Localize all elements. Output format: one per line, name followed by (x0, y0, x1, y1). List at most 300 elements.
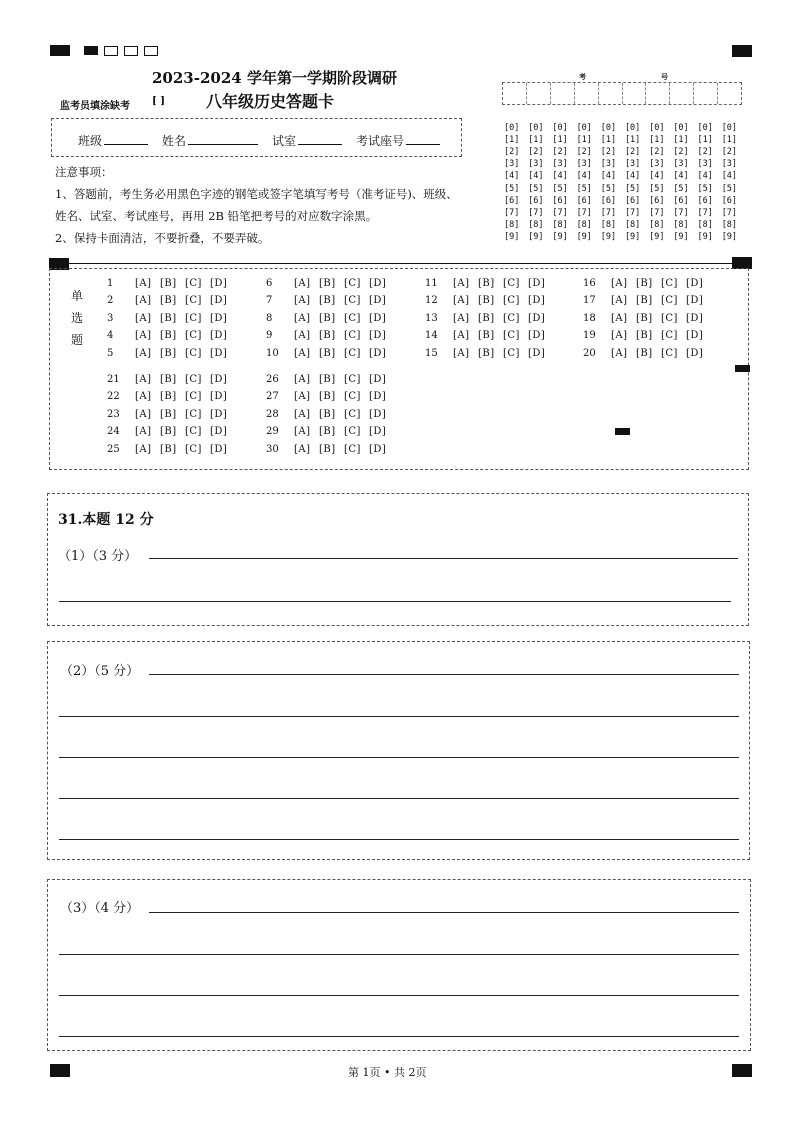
digit-bubble[interactable]: [7] (697, 207, 713, 218)
digit-bubble[interactable]: [5] (649, 183, 665, 194)
option-bubble[interactable]: [B] (319, 295, 336, 307)
digit-bubble[interactable]: [0] (624, 123, 641, 133)
question-number: 12 (425, 295, 438, 307)
name-field[interactable] (188, 132, 258, 145)
digit-bubble[interactable]: [2] (649, 147, 665, 158)
digit-bubble[interactable]: [1] (624, 135, 641, 146)
digit-bubble[interactable]: [4] (624, 171, 641, 182)
option-bubble[interactable]: [C] (185, 347, 202, 359)
mcq-item (583, 278, 711, 289)
option-bubble[interactable]: [D] (369, 374, 387, 385)
digit-bubble[interactable]: [7] (552, 207, 568, 218)
section-label-char: 选 (70, 311, 83, 325)
digit-bubble[interactable]: [8] (528, 219, 544, 230)
option-bubble[interactable]: [A] (135, 391, 152, 403)
answer-line[interactable] (149, 558, 738, 559)
absent-label: 监考员填涂缺考 (60, 101, 130, 112)
option-bubble[interactable]: [D] (369, 391, 387, 403)
digit-bubble[interactable]: [5] (600, 183, 617, 194)
option-bubble[interactable]: [A] (294, 391, 311, 403)
option-bubble[interactable]: [A] (453, 278, 470, 289)
option-bubble[interactable]: [B] (636, 278, 653, 289)
digit-bubble[interactable]: [9] (673, 231, 689, 242)
option-bubble[interactable]: [B] (160, 347, 177, 359)
option-bubble[interactable]: [D] (369, 426, 387, 438)
question-number: 19 (583, 330, 596, 342)
digit-bubble[interactable]: [4] (673, 171, 689, 182)
mcq-item (266, 444, 394, 455)
digit-bubble[interactable]: [4] (721, 171, 738, 182)
option-bubble[interactable]: [C] (661, 347, 678, 359)
digit-bubble[interactable]: [6] (528, 195, 544, 206)
timing-box (104, 46, 118, 56)
digit-bubble[interactable]: [7] (576, 207, 592, 218)
option-bubble[interactable]: [A] (294, 408, 311, 420)
question-number: 30 (266, 443, 279, 455)
digit-bubble[interactable]: [7] (504, 207, 520, 218)
digit-bubble[interactable]: [0] (697, 123, 713, 133)
option-bubble[interactable]: [D] (210, 347, 228, 359)
option-bubble[interactable]: [D] (210, 426, 228, 438)
question-number: 2 (107, 295, 114, 307)
answer-line[interactable] (59, 1036, 739, 1037)
mcq-item (425, 348, 553, 359)
option-bubble[interactable]: [C] (661, 312, 678, 324)
digit-bubble[interactable]: [8] (673, 219, 689, 230)
option-bubble[interactable]: [D] (210, 443, 228, 455)
mcq-item (266, 278, 394, 289)
question-number: 3 (107, 312, 114, 324)
question-number: 22 (107, 391, 120, 403)
timing-mark (50, 45, 70, 56)
digit-bubble[interactable]: [2] (697, 147, 713, 158)
option-bubble[interactable]: [B] (319, 391, 336, 403)
option-bubble[interactable]: [A] (294, 347, 311, 359)
option-bubble[interactable]: [A] (611, 278, 628, 289)
question-number: 15 (425, 347, 438, 359)
page-number: 第 1页 • 共 2页 (348, 1066, 427, 1079)
digit-bubble[interactable]: [4] (600, 171, 617, 182)
option-bubble[interactable]: [B] (319, 443, 336, 455)
option-bubble[interactable]: [A] (135, 408, 152, 420)
option-bubble[interactable]: [B] (160, 374, 177, 385)
digit-bubble[interactable]: [2] (673, 147, 689, 158)
option-bubble[interactable]: [A] (135, 330, 152, 342)
option-bubble[interactable]: [D] (686, 295, 704, 307)
timing-mark (732, 1064, 752, 1077)
digit-bubble[interactable]: [3] (673, 159, 689, 170)
option-bubble[interactable]: [A] (294, 295, 311, 307)
card-title: 八年级历史答题卡 (206, 92, 335, 111)
option-bubble[interactable]: [D] (686, 330, 704, 342)
option-bubble[interactable]: [B] (160, 330, 177, 342)
option-bubble[interactable]: [D] (369, 347, 387, 359)
question-number: 24 (107, 426, 120, 438)
digit-bubble[interactable]: [4] (697, 171, 713, 182)
digit-bubble[interactable]: [1] (721, 135, 738, 146)
digit-bubble[interactable]: [7] (673, 207, 689, 218)
option-bubble[interactable]: [C] (503, 347, 520, 359)
digit-bubble[interactable]: [8] (600, 219, 617, 230)
digit-bubble[interactable]: [7] (624, 207, 641, 218)
option-bubble[interactable]: [C] (344, 330, 361, 342)
option-bubble[interactable]: [D] (369, 443, 387, 455)
option-bubble[interactable]: [A] (135, 278, 152, 289)
digit-bubble[interactable]: [2] (576, 147, 592, 158)
digit-bubble[interactable]: [8] (624, 219, 641, 230)
option-bubble[interactable]: [B] (319, 374, 336, 385)
digit-bubble[interactable]: [1] (649, 135, 665, 146)
option-bubble[interactable]: [A] (135, 374, 152, 385)
digit-bubble[interactable]: [1] (504, 135, 520, 146)
mcq-item (425, 330, 553, 341)
timing-mark (732, 45, 752, 57)
option-bubble[interactable]: [A] (294, 278, 311, 289)
option-bubble[interactable]: [A] (453, 312, 470, 324)
option-bubble[interactable]: [B] (160, 443, 177, 455)
option-bubble[interactable]: [D] (528, 312, 546, 324)
answer-line[interactable] (59, 757, 739, 758)
digit-bubble[interactable]: [3] (649, 159, 665, 170)
digit-bubble[interactable]: [5] (552, 183, 568, 194)
digit-bubble[interactable]: [6] (697, 195, 713, 206)
option-bubble[interactable]: [B] (319, 278, 336, 289)
option-bubble[interactable]: [A] (611, 312, 628, 324)
option-bubble[interactable]: [A] (611, 330, 628, 342)
mcq-item (266, 374, 394, 385)
option-bubble[interactable]: [B] (478, 347, 495, 359)
mcq-item (266, 313, 394, 324)
option-bubble[interactable]: [B] (636, 295, 653, 307)
option-bubble[interactable]: [B] (319, 426, 336, 438)
question-number: 28 (266, 408, 279, 420)
option-bubble[interactable]: [C] (344, 408, 361, 420)
answer-line[interactable] (149, 674, 739, 675)
digit-bubble[interactable]: [3] (721, 159, 738, 170)
option-bubble[interactable]: [D] (210, 408, 228, 420)
option-bubble[interactable]: [B] (478, 330, 495, 342)
option-bubble[interactable]: [A] (453, 330, 470, 342)
digit-bubble[interactable]: [9] (576, 231, 592, 242)
option-bubble[interactable]: [B] (478, 278, 495, 289)
option-bubble[interactable]: [D] (210, 391, 228, 403)
option-bubble[interactable]: [B] (160, 426, 177, 438)
digit-bubble[interactable]: [0] (649, 123, 665, 133)
question-number: 7 (266, 295, 273, 307)
option-bubble[interactable]: [C] (344, 278, 361, 289)
digit-bubble[interactable]: [0] (504, 123, 520, 133)
mcq-item (107, 313, 235, 324)
option-bubble[interactable]: [C] (185, 330, 202, 342)
option-bubble[interactable]: [B] (319, 330, 336, 342)
digit-bubble[interactable]: [9] (504, 231, 520, 242)
option-bubble[interactable]: [A] (453, 295, 470, 307)
question-number: 1 (107, 278, 114, 289)
question-number: 6 (266, 278, 273, 289)
option-bubble[interactable]: [D] (210, 330, 228, 342)
option-bubble[interactable]: [A] (294, 443, 311, 455)
option-bubble[interactable]: [D] (528, 295, 546, 307)
option-bubble[interactable]: [C] (185, 408, 202, 420)
option-bubble[interactable]: [B] (478, 312, 495, 324)
option-bubble[interactable]: [C] (185, 374, 202, 385)
option-bubble[interactable]: [C] (185, 312, 202, 324)
option-bubble[interactable]: [D] (528, 330, 546, 342)
question-number: 20 (583, 347, 596, 359)
digit-bubble[interactable]: [1] (697, 135, 713, 146)
digit-bubble[interactable]: [3] (600, 159, 617, 170)
option-bubble[interactable]: [D] (210, 312, 228, 324)
question-number: 8 (266, 312, 273, 324)
digit-bubble[interactable]: [8] (697, 219, 713, 230)
digit-bubble[interactable]: [6] (552, 195, 568, 206)
section-label-char: 单 (70, 289, 83, 303)
digit-bubble[interactable]: [4] (649, 171, 665, 182)
option-bubble[interactable]: [D] (210, 374, 228, 385)
digit-bubble[interactable]: [4] (528, 171, 544, 182)
digit-bubble[interactable]: [8] (552, 219, 568, 230)
option-bubble[interactable]: [B] (319, 312, 336, 324)
option-bubble[interactable]: [A] (135, 295, 152, 307)
digit-bubble[interactable]: [2] (624, 147, 641, 158)
option-bubble[interactable]: [B] (160, 312, 177, 324)
option-bubble[interactable]: [D] (210, 278, 228, 289)
question-number: 11 (425, 278, 438, 289)
option-bubble[interactable]: [A] (135, 347, 152, 359)
option-bubble[interactable]: [C] (503, 295, 520, 307)
q31-part3-box (47, 879, 751, 1051)
mcq-item (583, 295, 711, 306)
option-bubble[interactable]: [C] (185, 295, 202, 307)
digit-row (504, 220, 746, 230)
option-bubble[interactable]: [C] (344, 374, 361, 385)
option-bubble[interactable]: [A] (611, 295, 628, 307)
answer-line[interactable] (59, 839, 739, 840)
option-bubble[interactable]: [A] (135, 443, 152, 455)
mcq-item (266, 426, 394, 437)
digit-row (504, 196, 746, 206)
option-bubble[interactable]: [D] (686, 278, 704, 289)
digit-bubble[interactable]: [8] (504, 219, 520, 230)
option-bubble[interactable]: [D] (528, 278, 546, 289)
option-bubble[interactable]: [C] (185, 391, 202, 403)
option-bubble[interactable]: [C] (344, 443, 361, 455)
digit-bubble[interactable]: [3] (504, 159, 520, 170)
option-bubble[interactable]: [A] (611, 347, 628, 359)
digit-row (504, 184, 746, 194)
digit-bubble[interactable]: [7] (528, 207, 544, 218)
option-bubble[interactable]: [A] (294, 330, 311, 342)
digit-bubble[interactable]: [9] (600, 231, 617, 242)
digit-bubble[interactable]: [9] (624, 231, 641, 242)
option-bubble[interactable]: [B] (160, 408, 177, 420)
option-bubble[interactable]: [D] (686, 347, 704, 359)
digit-bubble[interactable]: [5] (697, 183, 713, 194)
digit-bubble[interactable]: [0] (552, 123, 568, 133)
section-label-char: 题 (70, 333, 83, 347)
digit-bubble[interactable]: [8] (649, 219, 665, 230)
answer-line[interactable] (59, 954, 739, 955)
digit-bubble[interactable]: [1] (600, 135, 617, 146)
digit-bubble[interactable]: [6] (721, 195, 738, 206)
mcq-item (107, 278, 235, 289)
option-bubble[interactable]: [B] (160, 295, 177, 307)
digit-bubble[interactable]: [9] (528, 231, 544, 242)
option-bubble[interactable]: [C] (661, 278, 678, 289)
option-bubble[interactable]: [D] (686, 312, 704, 324)
digit-bubble[interactable]: [5] (624, 183, 641, 194)
option-bubble[interactable]: [D] (369, 278, 387, 289)
option-bubble[interactable]: [B] (319, 408, 336, 420)
digit-bubble[interactable]: [2] (504, 147, 520, 158)
digit-bubble[interactable]: [0] (600, 123, 617, 133)
class-label: 班级 (78, 134, 103, 148)
answer-line[interactable] (59, 601, 731, 602)
digit-bubble[interactable]: [2] (528, 147, 544, 158)
option-bubble[interactable]: [D] (210, 295, 228, 307)
q31-part2-label: （2）（5 分） (60, 664, 140, 679)
exam-number-boxes[interactable] (502, 82, 742, 105)
option-bubble[interactable]: [A] (135, 426, 152, 438)
digit-bubble[interactable]: [9] (697, 231, 713, 242)
option-bubble[interactable]: [B] (636, 330, 653, 342)
option-bubble[interactable]: [D] (369, 312, 387, 324)
option-bubble[interactable]: [D] (369, 330, 387, 342)
digit-bubble[interactable]: [1] (528, 135, 544, 146)
option-bubble[interactable]: [C] (344, 347, 361, 359)
digit-bubble[interactable]: [4] (504, 171, 520, 182)
timing-box (124, 46, 138, 56)
mcq-item (266, 330, 394, 341)
digit-bubble[interactable]: [3] (576, 159, 592, 170)
digit-bubble[interactable]: [9] (552, 231, 568, 242)
digit-bubble[interactable]: [5] (576, 183, 592, 194)
digit-bubble[interactable]: [5] (721, 183, 738, 194)
option-bubble[interactable]: [D] (528, 347, 546, 359)
mcq-item (583, 348, 711, 359)
digit-bubble[interactable]: [1] (673, 135, 689, 146)
option-bubble[interactable]: [A] (294, 312, 311, 324)
answer-line[interactable] (59, 716, 739, 717)
notes (55, 161, 458, 249)
digit-bubble[interactable]: [2] (552, 147, 568, 158)
digit-bubble[interactable]: [6] (673, 195, 689, 206)
option-bubble[interactable]: [C] (503, 330, 520, 342)
digit-bubble[interactable]: [4] (576, 171, 592, 182)
option-bubble[interactable]: [C] (344, 426, 361, 438)
digit-row (504, 159, 746, 169)
room-label: 试室 (272, 134, 297, 148)
option-bubble[interactable]: [C] (185, 426, 202, 438)
option-bubble[interactable]: [C] (185, 278, 202, 289)
option-bubble[interactable]: [C] (661, 295, 678, 307)
absent-checkbox[interactable]: [ ] (152, 96, 165, 107)
digit-row (504, 171, 746, 181)
digit-bubble[interactable]: [2] (600, 147, 617, 158)
mcq-item (266, 295, 394, 306)
digit-bubble[interactable]: [0] (673, 123, 689, 133)
option-bubble[interactable]: [B] (319, 347, 336, 359)
option-bubble[interactable]: [B] (478, 295, 495, 307)
digit-bubble[interactable]: [9] (649, 231, 665, 242)
digit-bubble[interactable]: [3] (697, 159, 713, 170)
option-bubble[interactable]: [C] (185, 443, 202, 455)
option-bubble[interactable]: [A] (453, 347, 470, 359)
digit-bubble[interactable]: [5] (504, 183, 520, 194)
digit-bubble[interactable]: [8] (721, 219, 738, 230)
question-number: 14 (425, 330, 438, 342)
q31-title: 31.本题 12 分 (58, 512, 154, 528)
class-field[interactable] (104, 132, 148, 145)
option-bubble[interactable]: [C] (344, 295, 361, 307)
digit-bubble[interactable]: [9] (721, 231, 738, 242)
option-bubble[interactable]: [C] (344, 312, 361, 324)
option-bubble[interactable]: [C] (344, 391, 361, 403)
room-field[interactable] (298, 132, 342, 145)
mcq-item (107, 348, 235, 359)
digit-bubble[interactable]: [7] (649, 207, 665, 218)
digit-bubble[interactable]: [2] (721, 147, 738, 158)
digit-bubble[interactable]: [6] (576, 195, 592, 206)
option-bubble[interactable]: [B] (636, 312, 653, 324)
exam-title: 2023-2024 学年第一学期阶段调研 (152, 69, 397, 87)
option-bubble[interactable]: [A] (294, 374, 311, 385)
digit-bubble[interactable]: [6] (504, 195, 520, 206)
option-bubble[interactable]: [B] (160, 278, 177, 289)
digit-bubble[interactable]: [1] (552, 135, 568, 146)
option-bubble[interactable]: [D] (369, 295, 387, 307)
option-bubble[interactable]: [C] (503, 278, 520, 289)
digit-bubble[interactable]: [0] (528, 123, 544, 133)
digit-bubble[interactable]: [6] (649, 195, 665, 206)
name-label: 姓名 (162, 134, 187, 148)
answer-line[interactable] (149, 912, 739, 913)
option-bubble[interactable]: [C] (503, 312, 520, 324)
option-bubble[interactable]: [A] (294, 426, 311, 438)
digit-bubble[interactable]: [0] (576, 123, 592, 133)
digit-bubble[interactable]: [8] (576, 219, 592, 230)
digit-bubble[interactable]: [0] (721, 123, 738, 133)
mcq-item (107, 391, 235, 402)
digit-bubble[interactable]: [6] (600, 195, 617, 206)
digit-row (504, 147, 746, 157)
question-number: 27 (266, 391, 279, 403)
option-bubble[interactable]: [D] (369, 408, 387, 420)
seat-field[interactable] (406, 132, 440, 145)
digit-bubble[interactable]: [7] (721, 207, 738, 218)
digit-bubble[interactable]: [7] (600, 207, 617, 218)
answer-line[interactable] (59, 995, 739, 996)
digit-bubble[interactable]: [5] (528, 183, 544, 194)
digit-bubble[interactable]: [6] (624, 195, 641, 206)
option-bubble[interactable]: [A] (135, 312, 152, 324)
digit-bubble[interactable]: [4] (552, 171, 568, 182)
digit-bubble[interactable]: [3] (528, 159, 544, 170)
mcq-item (425, 278, 553, 289)
option-bubble[interactable]: [C] (661, 330, 678, 342)
digit-bubble[interactable]: [3] (552, 159, 568, 170)
answer-line[interactable] (59, 798, 739, 799)
option-bubble[interactable]: [B] (636, 347, 653, 359)
digit-bubble[interactable]: [1] (576, 135, 592, 146)
digit-bubble[interactable]: [5] (673, 183, 689, 194)
mcq-item (107, 409, 235, 420)
mcq-item (266, 409, 394, 420)
mcq-item (107, 295, 235, 306)
note-1a: 1、答题前，考生务必用黑色字迹的钢笔或签字笔填写考号（准考证号)、班级、 (55, 187, 458, 201)
digit-bubble[interactable]: [3] (624, 159, 641, 170)
option-bubble[interactable]: [B] (160, 391, 177, 403)
